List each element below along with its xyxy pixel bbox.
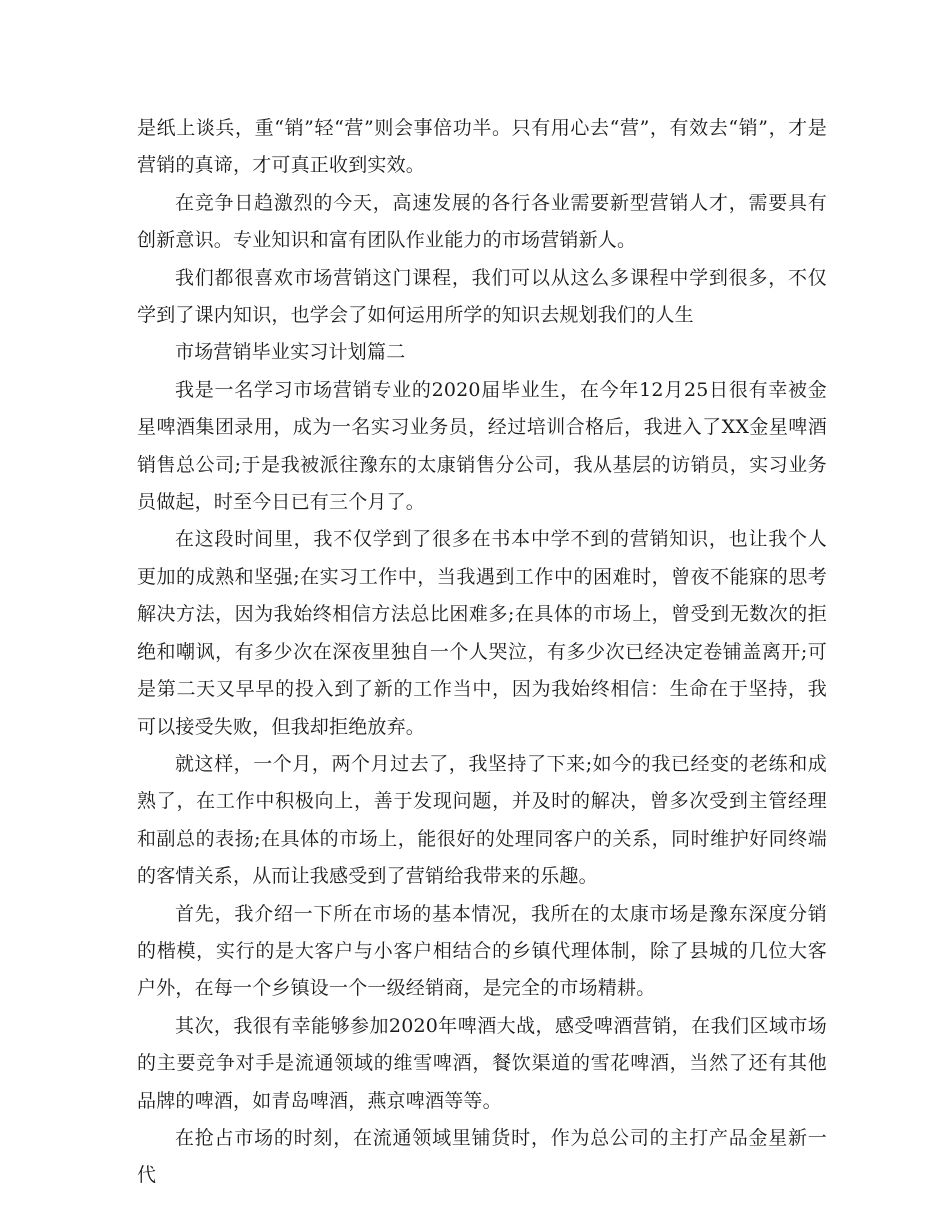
paragraph: 在抢占市场的时刻，在流通领域里铺货时，作为总公司的主打产品金星新一代 (137, 1126, 827, 1187)
section-heading: 市场营销毕业实习计划篇二 (175, 341, 406, 364)
document-body (137, 110, 827, 1195)
paragraph: 我是一名学习市场营销专业的2020届毕业生，在今年12月25日很有幸被金星啤酒集团录用，成为一名实习业务员，经过培训合格后，我进入了XX金星啤酒销售总公司;于是我被派往豫东的太康销售分公司，我从基层的访销员，实习业务员做起，时至今日已有三个月了。 (137, 378, 827, 514)
paragraph: 就这样，一个月，两个月过去了，我坚持了下来;如今的我已经变的老练和成熟了，在工作中积极向上，善于发现问题，并及时的解决，曾多次受到主管经理和副总的表扬;在具体的市场上，能很好的处理同客户的关系，同时维护好同终端的客情关系，从而让我感受到了营销给我带来的乐趣。 (137, 752, 827, 888)
paragraph: 首先，我介绍一下所在市场的基本情况，我所在的太康市场是豫东深度分销的楷模，实行的是大客户与小客户相结合的乡镇代理体制，除了县城的几位大客户外，在每一个乡镇设一个一级经销商，是完全的市场精耕。 (137, 902, 827, 1000)
paragraph: 在竞争日趋激烈的今天，高速发展的各行各业需要新型营销人才，需要具有创新意识。专业知识和富有团队作业能力的市场营销新人。 (137, 191, 827, 252)
paragraph: 我们都很喜欢市场营销这门课程，我们可以从这么多课程中学到很多，不仅学到了课内知识，也学会了如何运用所学的知识去规划我们的人生 (137, 266, 827, 327)
paragraph: 其次，我很有幸能够参加2020年啤酒大战，感受啤酒营销，在我们区域市场的主要竞争对手是流通领域的维雪啤酒，餐饮渠道的雪花啤酒，当然了还有其他品牌的啤酒，如青岛啤酒，燕京啤酒等等。 (137, 1014, 827, 1112)
paragraph: 在这段时间里，我不仅学到了很多在书本中学不到的营销知识，也让我个人更加的成熟和坚强;在实习工作中，当我遇到工作中的困难时，曾夜不能寐的思考解决方法，因为我始终相信方法总比困难多;在具体的市场上，曾受到无数次的拒绝和嘲讽，有多少次在深夜里独自一个人哭泣，有多少次已经决定卷铺盖离开;可是第二天又早早的投入到了新的工作当中，因为我始终相信：生命在于坚持，我可以接受失败，但我却拒绝放弃。 (137, 528, 827, 738)
paragraph-continuation: 是纸上谈兵，重“销”轻“营”则会事倍功半。只有用心去“营”，有效去“销”，才是营销的真谛，才可真正收到实效。 (137, 117, 827, 177)
